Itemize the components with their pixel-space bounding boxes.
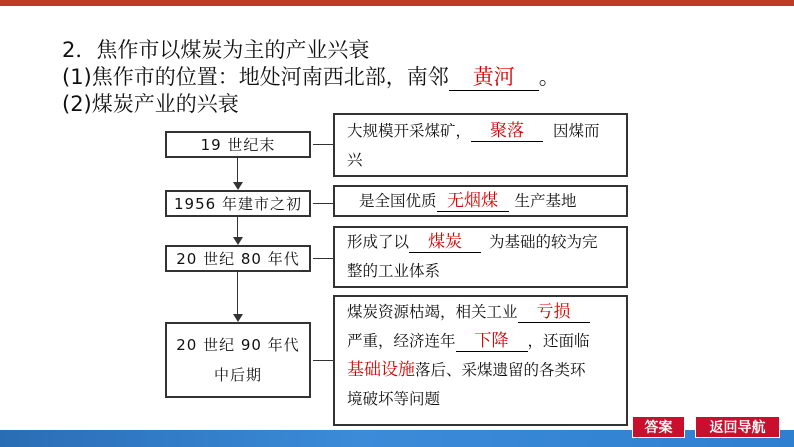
desc-4-line3: 落后、采煤遗留的各类环 bbox=[415, 361, 586, 379]
answer-coal: 煤炭 bbox=[409, 232, 481, 253]
question-1-suffix: 。 bbox=[538, 65, 560, 89]
question-1 bbox=[62, 64, 560, 91]
question-2: (2)煤炭产业的兴衰 bbox=[62, 92, 239, 116]
answer-decline: 下降 bbox=[456, 331, 528, 352]
description-box-2 bbox=[333, 185, 628, 217]
back-to-navigation-button[interactable]: 返回导航 bbox=[695, 416, 780, 438]
timeline-box-1980s: 20 世纪 80 年代 bbox=[165, 245, 311, 272]
question-1-prefix: (1)焦作市的位置：地处河南西北部，南邻 bbox=[62, 65, 449, 89]
connector-3 bbox=[313, 258, 333, 259]
desc-3-line2: 整的工业体系 bbox=[347, 262, 441, 280]
desc-1-line2: 兴 bbox=[347, 151, 363, 169]
section-heading: 2．焦作市以煤炭为主的产业兴衰 bbox=[62, 38, 370, 62]
desc-2-text: 是全国优质 bbox=[359, 192, 437, 210]
connector-4 bbox=[313, 360, 333, 361]
top-accent-bar bbox=[0, 0, 794, 6]
arrow-shaft-3 bbox=[237, 272, 238, 314]
description-box-1 bbox=[333, 113, 628, 177]
desc-4-line2: 严重，经济连年 bbox=[347, 332, 456, 350]
timeline-box-late-1990s bbox=[165, 322, 311, 398]
timeline-box-1956: 1956 年建市之初 bbox=[165, 190, 311, 217]
answer-loss: 亏损 bbox=[518, 302, 590, 323]
desc-3-text: 形成了以 bbox=[347, 233, 410, 251]
description-box-4 bbox=[333, 295, 628, 426]
desc-4-line4: 境破坏等问题 bbox=[347, 390, 441, 408]
timeline-1990s-line1: 20 世纪 90 年代 bbox=[176, 336, 300, 354]
description-box-3 bbox=[333, 226, 628, 288]
answer-settlement: 聚落 bbox=[471, 121, 543, 142]
desc-4-line1: 煤炭资源枯竭，相关工业 bbox=[347, 303, 518, 321]
timeline-box-late-19th-century: 19 世纪末 bbox=[165, 131, 311, 158]
answer-yellow-river: 黄河 bbox=[449, 64, 539, 91]
desc-4-line2-post: ，还面临 bbox=[527, 332, 590, 350]
timeline-1990s-line2: 中后期 bbox=[213, 366, 262, 384]
answer-infrastructure: 基础设施 bbox=[347, 360, 415, 380]
arrow-head-2 bbox=[233, 237, 243, 245]
answer-button[interactable]: 答案 bbox=[632, 416, 685, 438]
desc-3-text-post: 为基础的较为完 bbox=[489, 233, 598, 251]
connector-2 bbox=[313, 203, 333, 204]
desc-2-text-post: 生产基地 bbox=[514, 192, 577, 210]
answer-anthracite: 无烟煤 bbox=[437, 191, 509, 212]
arrow-shaft-1 bbox=[237, 158, 238, 182]
arrow-shaft-2 bbox=[237, 217, 238, 237]
desc-1-text: 大规模开采煤矿， bbox=[347, 122, 472, 140]
arrow-head-1 bbox=[233, 182, 243, 190]
desc-1-text-post: 因煤而 bbox=[553, 122, 600, 140]
arrow-head-3 bbox=[233, 314, 243, 322]
connector-1 bbox=[313, 144, 333, 145]
